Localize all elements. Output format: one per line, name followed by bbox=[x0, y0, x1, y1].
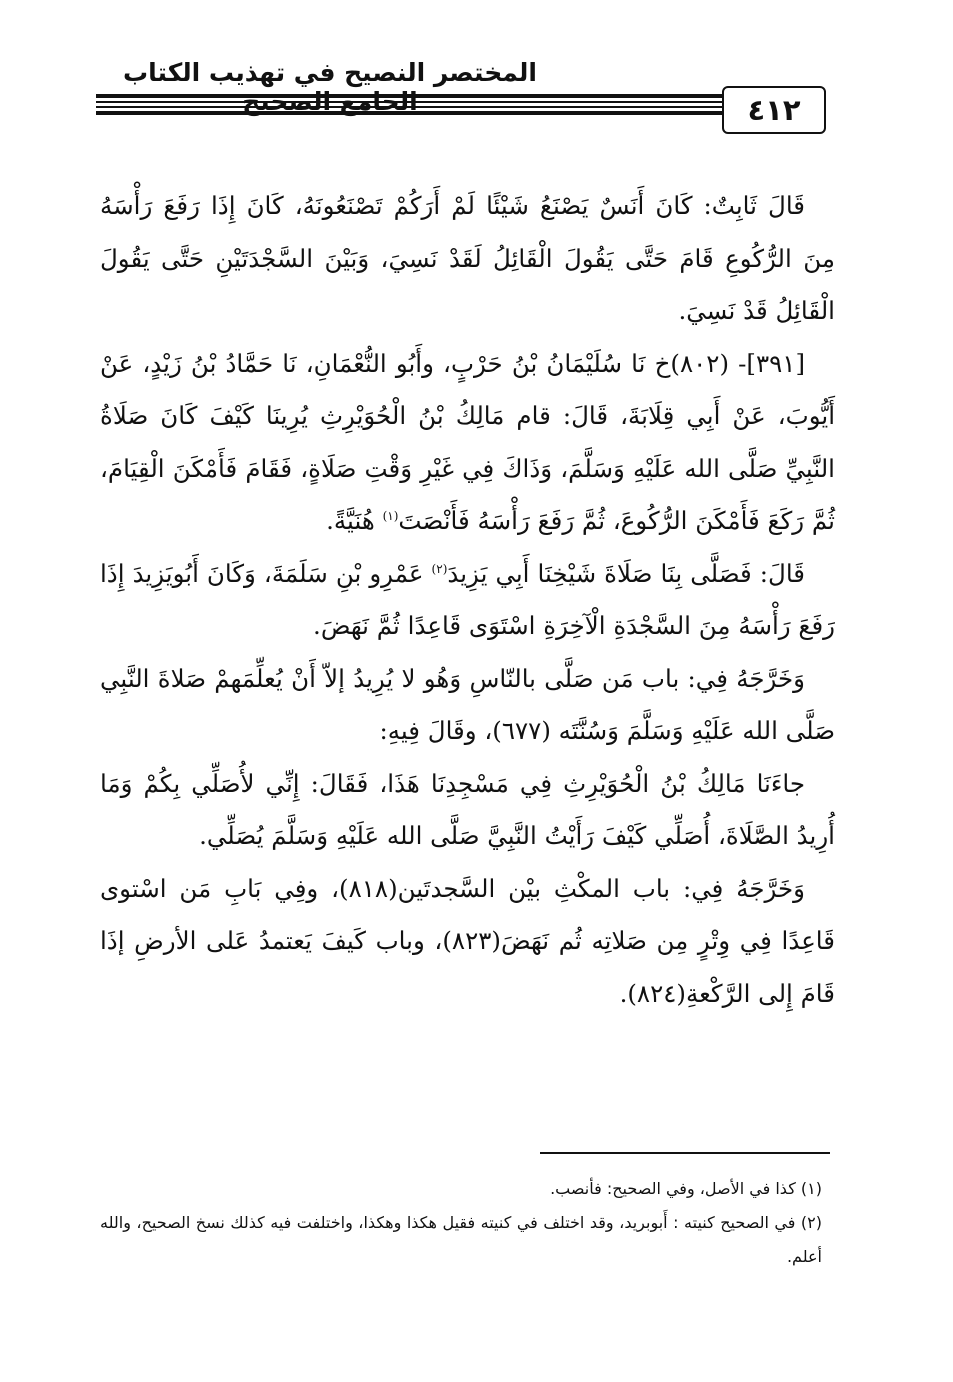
paragraph-text: عَمْرِو بْنِ سَلَمَةَ، وَكَانَ أَبُويَزِيدَ إِذَا رَفَعَ رَأْسَهُ مِنَ السَّجْدَةِ الْآخِرَةِ اسْتَوَى قَاعِدًا ثُمَّ نَهَضَ. bbox=[100, 558, 835, 640]
footnotes bbox=[100, 1172, 822, 1274]
footnote: (٢) في الصحيح كنيته : أَبوبريد، وقد اختلف في كنيته فقيل هكذا وهكذا، واختلفت فيه كذلك نسخ الصحيح، والله أعلم. bbox=[100, 1213, 822, 1266]
footnote-mark: (٢) bbox=[431, 561, 448, 576]
book-title: المختصر النصيح في تهذيب الكتاب bbox=[122, 58, 537, 87]
paragraph-text: قَالَ: فَصَلَّى بِنَا صَلَاةَ شَيْخِنَا أَبِي يَزِيدَ bbox=[447, 558, 805, 588]
paragraph bbox=[100, 548, 835, 653]
main-text bbox=[100, 180, 835, 1020]
footnote: (١) كذا في الأصل، وفي الصحيح: فأنصب. bbox=[550, 1179, 822, 1198]
header-rule-thin-2 bbox=[96, 106, 724, 108]
header-rule-thick-2 bbox=[96, 111, 724, 115]
header-rule-thin bbox=[96, 101, 724, 103]
page-number bbox=[722, 86, 826, 134]
paragraph: وَخَرَّجَهُ فِي: باب المكْثِ بيْن السَّجدتَين(٨١٨)، وفِي بَابِ مَن اسْتوى قَاعِدًا فِي وِتْرٍ مِن صَلاتِه ثُم نَهَضَ(٨٢٣)، وباب كَيفَ يَعتمدُ عَلى الأرضِ إذَا قَامَ إِلى الرَّكْعةِ(٨٢٤). bbox=[100, 873, 835, 1008]
page-number-text: ٤١٢ bbox=[747, 93, 801, 127]
header-rule-thick bbox=[96, 94, 724, 98]
paragraph: جاءَنَا مَالِكُ بْنُ الْحُوَيْرِثِ فِي مَسْجِدِنَا هَذَا، فَقَالَ: إِنِّي لأُصَلِّي بِكُمْ وَمَا أُرِيدُ الصَّلَاةَ، أُصَلِّي كَيْفَ رَأَيْتُ النَّبِيَّ صَلَّى الله عَلَيْهِ وَسَلَّمَ يُصَلِّي. bbox=[100, 768, 835, 850]
paragraph: وَخَرَّجَهُ فِي: باب مَن صَلَّى بالنّاسِ وَهُو لا يُرِيدُ إلاّ أَنْ يُعلِّمَهمْ صَلاةَ النَّبِي صَلَّى الله عَلَيْهِ وَسَلَّمَ وَسُنَّتَه (٦٧٧)، وقَالَ فِيهِ: bbox=[100, 663, 835, 745]
paragraph-text: هُنَيَّةً. bbox=[326, 506, 375, 535]
footnote-mark: (١) bbox=[382, 508, 399, 523]
footnote-separator bbox=[540, 1152, 830, 1154]
hadith-paragraph bbox=[100, 338, 835, 548]
paragraph: قَالَ ثَابِتٌ: كَانَ أَنَسٌ يَصْنَعُ شَيْئًا لَمْ أَرَكُمْ تَصْنَعُونَهُ، كَانَ إِذَا رَفَعَ رَأْسَهُ مِنَ الرُّكُوعِ قَامَ حَتَّى يَقُولَ الْقَائِلُ لَقَدْ نَسِيَ، وَبَيْنَ السَّجْدَتَيْنِ حَتَّى يَقُولَ الْقَائِلُ قَدْ نَسِيَ. bbox=[100, 191, 835, 325]
paragraph-text: [٣٩١]- (٨٠٢)خ نَا سُلَيْمَانُ بْنُ حَرْبٍ، وأَبُو النُّعْمَانِ، نَا حَمَّادُ بْنُ زَيْدٍ، عَنْ أَيُّوبَ، عَنْ أَبِي قِلَابَةَ، قَالَ: قام مَالِكُ بْنُ الْحُوَيْرِثِ يُرِينَا كَيْفَ كَانَ صَلَاةُ النَّبِيِّ صَلَّى الله عَلَيْهِ وَسَلَّمَ، وَذَاكَ فِي غَيْرِ وَقْتِ صَلَاةٍ، فَقَامَ فَأَمْكَنَ الْقِيَامَ، ثُمَّ رَكَعَ فَأَمْكَنَ الرُّكُوعَ، ثُمَّ رَفَعَ رَأْسَهُ فَأَنْصَتَ bbox=[100, 348, 835, 535]
